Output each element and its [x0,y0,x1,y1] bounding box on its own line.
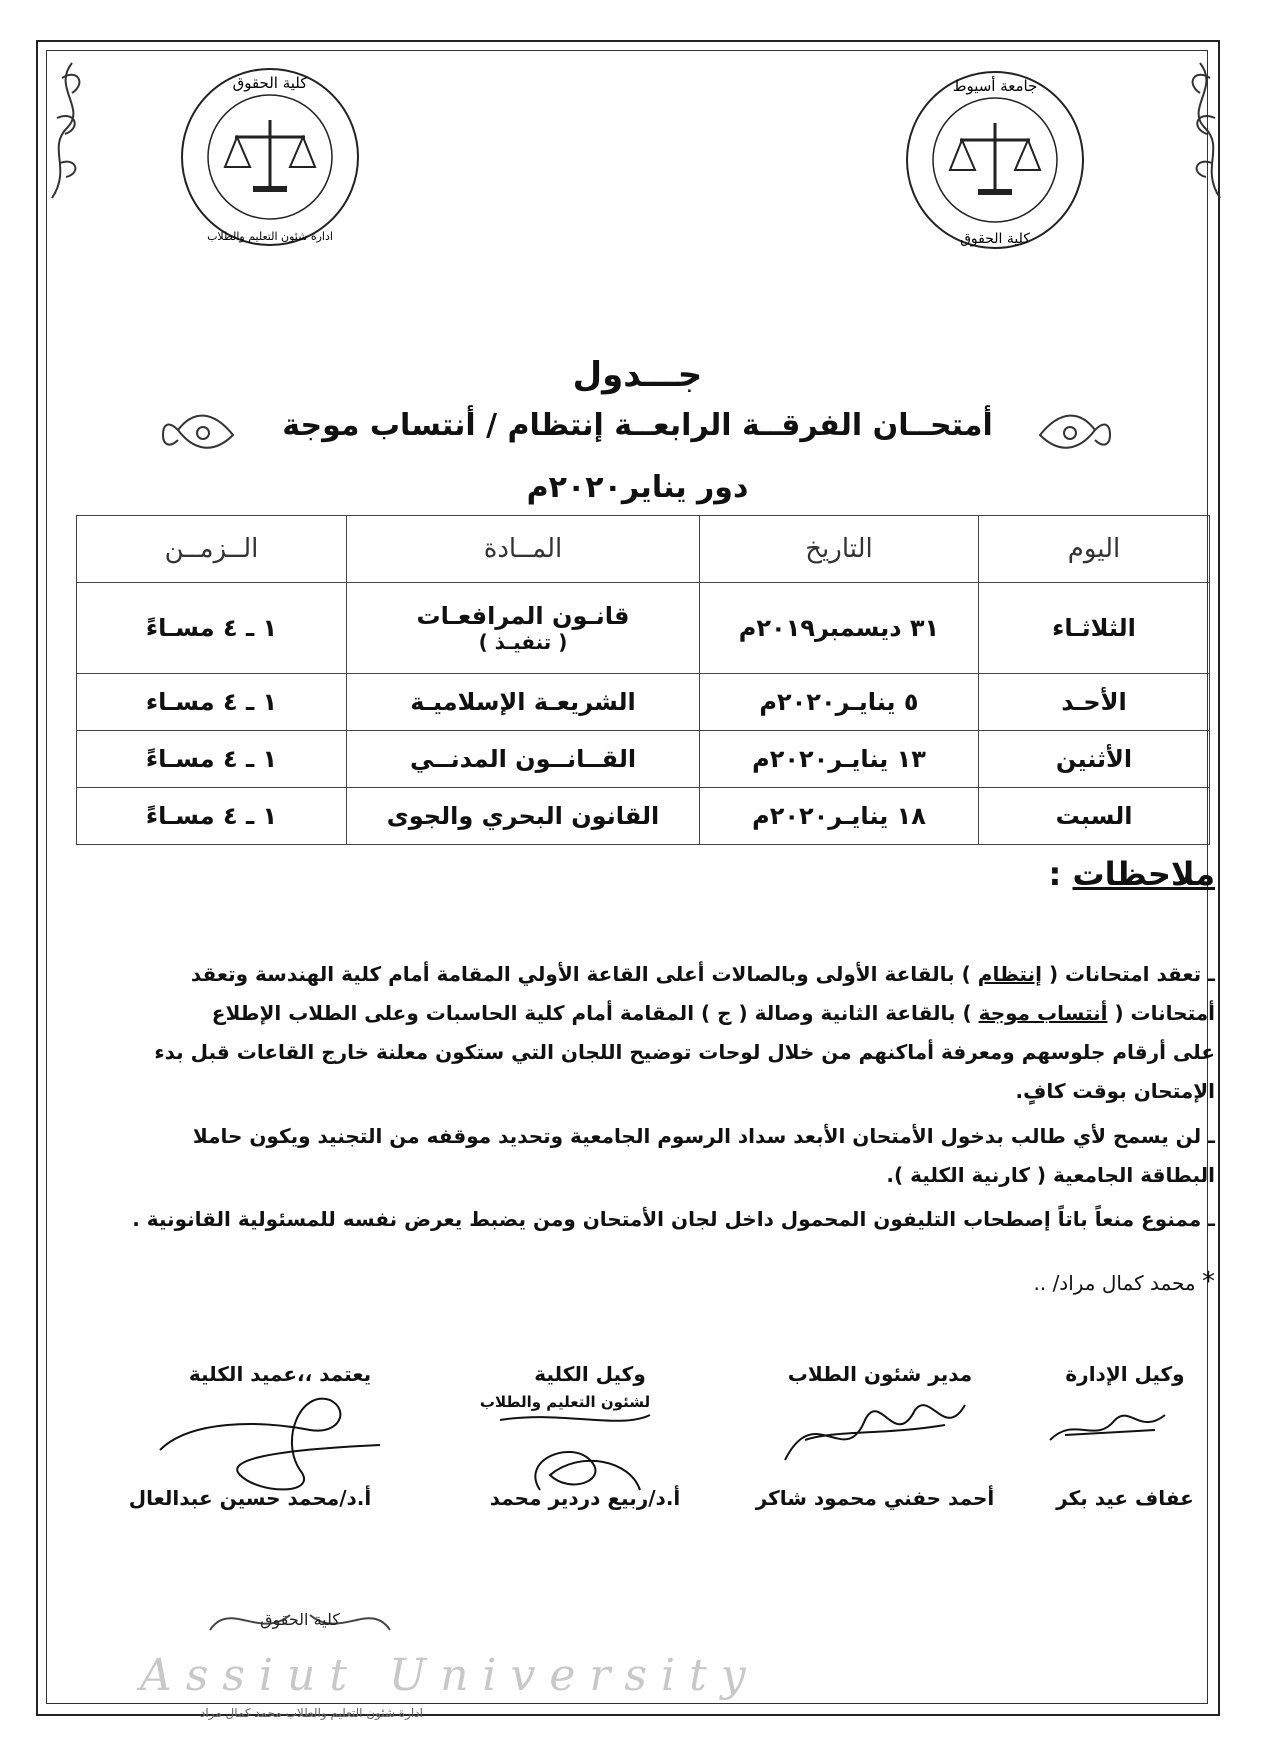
notes-title: ملاحظات [1072,855,1215,893]
note-line-6: البطاقة الجامعية ( كارنية الكلية ). [886,1163,1215,1187]
signature-vice-dean-name: أ.د/ربيع دردير محمد [489,1486,681,1510]
note-line-1: ـ تعقد امتحانات ( إنتظام ) بالقاعة الأولى وبالصالات أعلى القاعة الأولي المقامة أمام كلية الهندسة وتعقد [190,962,1215,986]
note-line-2: أمتحانات ( أنتساب موجة ) بالقاعة الثانية وصالة ( ج ) المقامة أمام كلية الحاسبات وعلى الطلاب الإطلاع [211,1001,1215,1025]
cell-subject: القانون البحري والجوى [347,788,700,845]
cell-date: ٥ ينايـر٢٠٢٠م [700,674,979,731]
cell-time: ١ ـ ٤ مسـاء [77,674,347,731]
note-line-7: ـ ممنوع منعاً باتاً إصطحاب التليفون المحمول داخل لجان الأمتحان ومن يضبط يعرض نفسه للمسئولية القانونية . [132,1207,1215,1231]
signature-dean-role: يعتمد ،،عميد الكلية [188,1362,372,1386]
table-row [77,583,1210,674]
header-day: اليوم [979,516,1210,583]
table-row [77,788,1210,845]
cell-time: ١ ـ ٤ مسـاءً [77,788,347,845]
table-row [77,731,1210,788]
faculty-seal-left [175,62,365,252]
cell-day: الثلاثـاء [979,583,1210,674]
cell-date: ١٨ ينايـر٢٠٢٠م [700,788,979,845]
signature-admin-deputy-name: عفاف عيد بكر [1056,1486,1194,1510]
cell-day: الأحـد [979,674,1210,731]
signature-admin-deputy-role: وكيل الإدارة [1065,1362,1185,1386]
cell-day: السبت [979,788,1210,845]
seal-left-bottom-text: ادارة شئون التعليم والطلاب [207,230,333,243]
ornament-top-right [1170,48,1230,208]
signature-vice-dean-role: وكيل الكلية [534,1362,646,1386]
seal-right-top-text: جامعة أسيوط [952,77,1038,95]
cell-time: ١ ـ ٤ مسـاءً [77,731,347,788]
cell-day: الأثنين [979,731,1210,788]
header-time: الــزمــن [77,516,347,583]
svg-text:كلية الحقوق: كلية الحقوق [260,1610,340,1629]
signature-mark-4 [150,1390,390,1500]
cell-time: ١ ـ ٤ مسـاءً [77,583,347,674]
signature-mark-1 [1045,1395,1175,1455]
exam-session: دور يناير٢٠٢٠م [526,470,749,505]
university-brand-footer: Assiut University [140,1650,760,1701]
cell-date: ٣١ ديسمبر٢٠١٩م [700,583,979,674]
header-subject: المــادة [347,516,700,583]
signature-dean-name: أ.د/محمد حسين عبدالعال [128,1486,372,1510]
subject-note: ( تنفيـذ ) [478,630,568,654]
table-header-row [77,516,1210,583]
subject-name: قانـون المرافعـات [416,602,630,630]
cell-date: ١٣ ينايـر٢٠٢٠م [700,731,979,788]
signature-mark-2 [775,1380,975,1480]
seal-right-bottom-text: كلية الحقوق [960,231,1030,247]
note-line-5: ـ لن يسمح لأي طالب بدخول الأمتحان الأبعد سداد الرسوم الجامعية وتحديد موقفه من التجنيد ويكون حاملا [192,1124,1215,1148]
cell-subject [347,583,700,674]
notes-heading [1049,855,1215,893]
prepared-by: * محمد كمال مراد/ .. [1033,1267,1215,1297]
seal-left-top-text: كلية الحقوق [232,74,308,92]
signature-mark-3 [480,1400,680,1500]
cell-subject: القــانــون المدنــي [347,731,700,788]
university-seal-right [900,65,1090,255]
signature-student-affairs-role: مدير شئون الطلاب [787,1362,973,1386]
page-title: جـــدول [572,355,703,395]
header-date: التاريخ [700,516,979,583]
ornament-top-left [42,48,102,208]
cell-subject: الشريعـة الإسلاميـة [347,674,700,731]
signature-student-affairs-name: أحمد حفني محمود شاكر [755,1486,995,1510]
page-subtitle: أمتحــان الفرقــة الرابعــة إنتظام / أنتساب موجة [282,408,993,443]
table-row [77,674,1210,731]
note-line-4: الإمتحان بوقت كافٍ. [1015,1079,1215,1103]
notes-colon: : [1048,855,1062,893]
footer-small-text: ادارة شئون التعليم والطلاب محمد كمال مراد [200,1706,423,1720]
exam-schedule-table [76,515,1210,845]
faculty-stamp-footer [200,1590,400,1650]
signature-vice-dean-sub: لشئون التعليم والطلاب [479,1393,651,1411]
note-line-3: على أرقام جلوسهم ومعرفة أماكنهم من خلال لوحات توضيح اللجان التي ستكون معلنة خارج القاعات قبل بدء [154,1040,1215,1064]
